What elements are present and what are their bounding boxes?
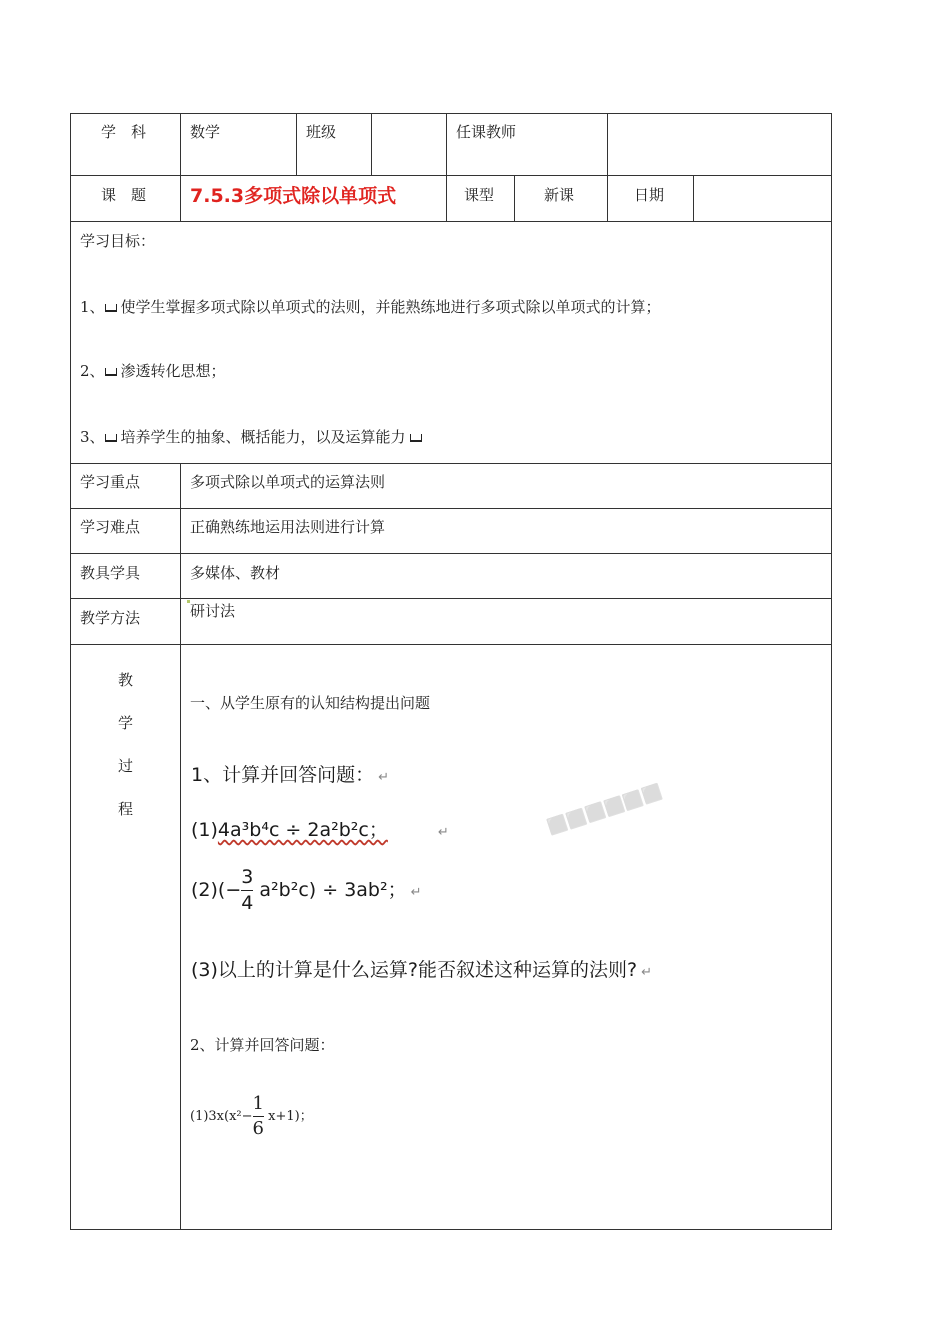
class-value-cell	[371, 113, 447, 176]
subject-label: 学 科	[101, 123, 147, 141]
objective-text: 使学生掌握多项式除以单项式的法则，并能熟练地进行多项式除以单项式的计算；	[120, 298, 661, 316]
objective-text: 渗透转化思想；	[120, 362, 226, 380]
process-content-cell	[180, 644, 832, 1230]
difficulty-value: 正确熟练地运用法则进行计算	[190, 518, 386, 536]
watermark: ⬛⬛⬛⬛⬛⬛	[544, 781, 665, 838]
objective-number: 2、	[80, 362, 105, 380]
objective-item-3	[80, 426, 426, 447]
q2-heading: 2、计算并回答问题：	[190, 1036, 335, 1054]
q1-item-2: (2)(− $\frac{3}{4}$ a²b²c) ÷ 3ab²； ↵	[191, 866, 422, 914]
focus-value: 多项式除以单项式的运算法则	[190, 473, 386, 491]
teacher-value-cell	[607, 113, 832, 176]
difficulty-label: 学习难点	[80, 518, 141, 536]
return-mark-icon: ↵	[378, 770, 389, 785]
type-value: 新课	[544, 186, 575, 204]
topic-title: 7.5.3多项式除以单项式	[190, 185, 397, 207]
fraction: $\frac{1}{6}$	[252, 1093, 264, 1139]
section-heading: 一、从学生原有的认知结构提出问题	[190, 694, 431, 712]
class-label: 班级	[306, 123, 337, 141]
fraction: $\frac{3}{4}$	[241, 866, 254, 914]
process-char-3: 过	[118, 757, 134, 775]
objective-item-1	[80, 296, 661, 317]
topic-label: 课 题	[101, 186, 147, 204]
type-label: 课型	[464, 186, 495, 204]
process-char-1: 教	[118, 671, 134, 689]
return-mark-icon: ↵	[641, 965, 652, 980]
teacher-label: 任课教师	[456, 123, 517, 141]
q1-item-1: (1)4a³b⁴c ÷ 2a²b²c； ↵	[191, 819, 449, 841]
objective-number: 3、	[80, 428, 105, 446]
placeholder-mark-icon	[105, 304, 117, 312]
placeholder-mark-icon	[105, 434, 117, 442]
objective-number: 1、	[80, 298, 105, 316]
process-char-2: 学	[118, 714, 134, 732]
placeholder-mark-icon	[410, 434, 422, 442]
subject-value: 数学	[190, 123, 221, 141]
process-char-4: 程	[118, 800, 134, 818]
method-label: 教学方法	[80, 609, 141, 627]
q2-item-1: (1)3x(x²− $\frac{1}{6}$ x+1)；	[190, 1093, 313, 1139]
return-mark-icon: ↵	[410, 885, 422, 900]
tools-label: 教具学具	[80, 564, 141, 582]
objectives-heading: 学习目标：	[80, 232, 156, 250]
q1-item-3: (3)以上的计算是什么运算?能否叙述这种运算的法则? ↵	[191, 959, 652, 981]
q1-heading: 1、计算并回答问题： ↵	[191, 764, 389, 786]
return-mark-icon: ↵	[437, 825, 449, 840]
objective-item-2	[80, 360, 226, 381]
tools-value: 多媒体、教材	[190, 564, 281, 582]
objective-text: 培养学生的抽象、概括能力，以及运算能力	[120, 428, 406, 446]
method-value-cell	[180, 598, 832, 645]
placeholder-mark-icon	[105, 368, 117, 376]
date-value-cell	[693, 175, 832, 222]
date-label: 日期	[634, 186, 665, 204]
focus-label: 学习重点	[80, 473, 141, 491]
method-value: 研讨法	[187, 600, 235, 621]
